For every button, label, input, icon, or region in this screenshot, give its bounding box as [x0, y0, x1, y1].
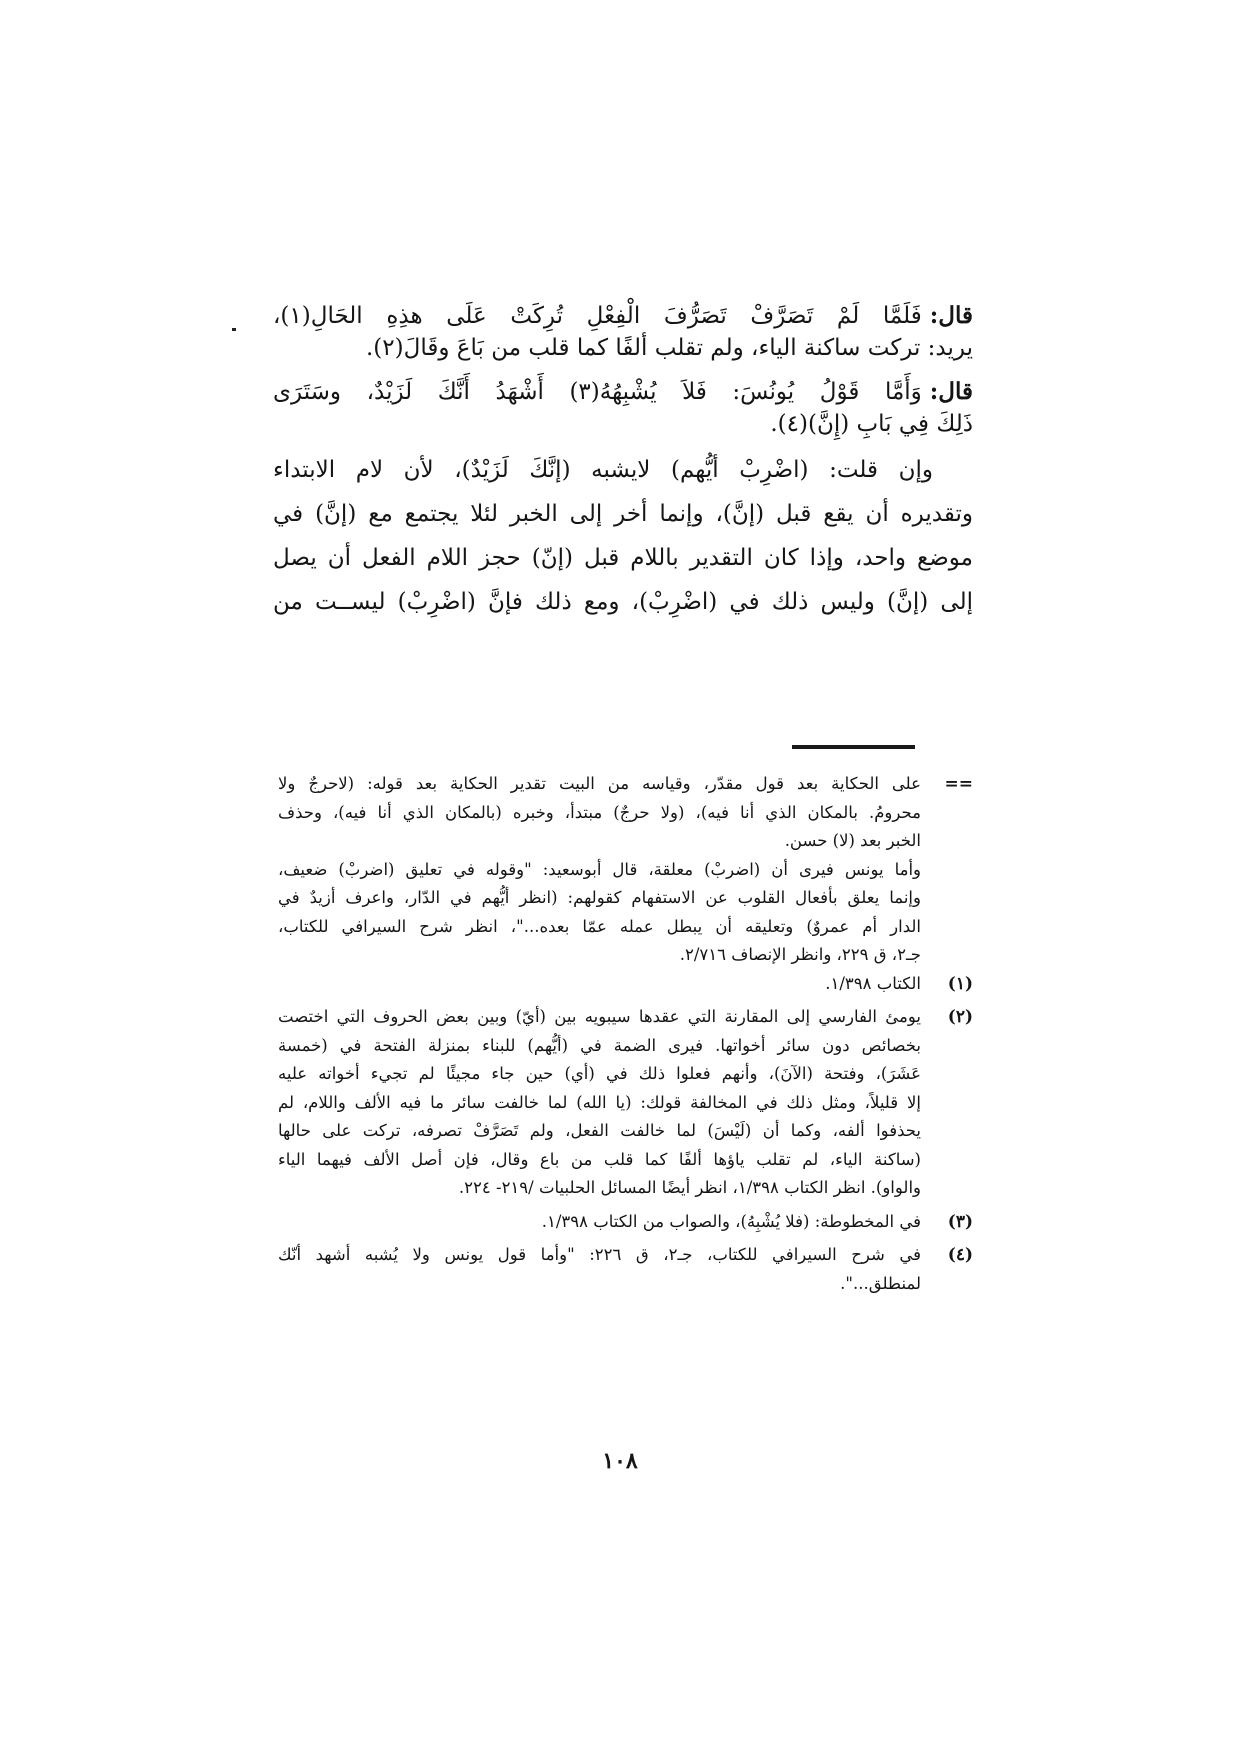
footnote-body: [278, 1208, 921, 1237]
footnote-number: (٢): [947, 1007, 973, 1027]
footnote-line: وإنما يعلق بأفعال القلوب عن الاستفهام كقولهم: (انظر أيُّهم في الدّار، واعرف أزيدٌ في: [278, 888, 921, 907]
footnote-body: [278, 1241, 921, 1298]
footnote-line: بخصائص دون سائر أخواتها. فيرى الضمة في (أيُّهم) للبناء بمنزلة الفتحة في (خمسة: [278, 1035, 921, 1055]
footnote-line: عَشَرَ)، وفتحة (الآنَ)، وأنهم فعلوا ذلك في (أي) حين جاء مجيئًا لم تجيء أخواته عليه: [278, 1064, 921, 1083]
main-line: وإن قلت: (اضْرِبْ أيُّهم) لايشبه (إنَّكَ لَزَيْدٌ)، لأن لام الابتداء: [273, 457, 933, 483]
footnote-number: (١): [947, 973, 973, 994]
main-line: إلى (إنَّ) وليس ذلك في (اضْرِبْ)، ومع ذلك فإنَّ (اضْرِبْ) ليســت من: [273, 589, 973, 615]
continuation-marker: ==: [944, 774, 973, 794]
footnote-line: الكتاب ١/٣٩٨.: [825, 973, 921, 993]
footnote-2: [278, 1003, 973, 1203]
footnotes: [278, 770, 973, 1298]
footnote-continuation: [278, 770, 973, 970]
footnote-body: [278, 970, 921, 999]
main-line: [273, 376, 973, 408]
footnote-line: الخبر بعد (لا) حسن.: [784, 831, 921, 850]
scan-speck: [232, 328, 236, 331]
main-line: موضع واحد، وإذا كان التقدير باللام قبل (إنّ) حجز اللام الفعل أن يصل: [273, 545, 973, 571]
footnote-line: الدار أم عمروٌ) وتعليقه أن يبطل عمله عمّا بعده..."، انظر شرح السيرافي للكتاب،: [278, 916, 921, 936]
page-number: ١٠٨: [602, 1448, 638, 1474]
footnote-line: يومئ الفارسي إلى المقارنة التي عقدها سيبويه بين (أيّ) وبين بعض الحروف التي اختصت: [278, 1007, 921, 1026]
main-line-text: فَلَمَّا لَمْ تَصَرَّفْ تَصَرُّفَ الْفِعْلِ تُرِكَتْ عَلَى هذِهِ الحَالِ(١)،: [273, 303, 922, 329]
footnote-3: [278, 1208, 973, 1237]
main-text: [273, 300, 973, 618]
footnote-line: لمنطلق...".: [840, 1273, 921, 1293]
footnote-line: جـ٢، ق ٢٢٩، وانظر الإنصاف ٢/٧١٦.: [679, 945, 921, 964]
footnote-line: محرومُ. بالمكان الذي أنا فيه)، (ولا حرجٌ) مبتدأ، وخبره (بالمكان الذي أنا فيه)، وحذف: [278, 802, 921, 822]
footnote-number: (٣): [947, 1211, 973, 1232]
qal-label: قال:: [929, 302, 973, 329]
main-line: [273, 300, 973, 332]
main-line: ذَلِكَ فِي بَابِ (إِنَّ)(٤).: [770, 411, 973, 437]
footnote-number: (٤): [947, 1245, 973, 1265]
footnote-line: يحذفوا ألفه، وكما أن (لَيْسَ) لما خالفت الفعل، ولم تَصَرَّفْ تصرفه، تركت على حالها: [278, 1121, 921, 1140]
footnote-line: على الحكاية بعد قول مقدّر، وقياسه من البيت تقدير الحكاية بعد قوله: (لاحرجٌ ولا: [278, 774, 921, 793]
footnote-body: [278, 770, 921, 970]
footnote-line: إلا قليلاً، ومثل ذلك في المخالفة قولك: (يا الله) لما خالفت سائر ما فيه الألف واللام، لم: [278, 1092, 921, 1112]
main-line-text: وَأَمَّا قَوْلُ يُونُسَ: فَلاَ يُشْبِهُهُ(٣) أَشْهَدُ أَنَّكَ لَزَيْدٌ، وسَتَرَى: [273, 379, 922, 405]
footnote-line: (ساكنة الياء، لم تقلب ياؤها ألفًا كما قلب من باع وقال، فإن أصل الألف فيهما الياء: [278, 1149, 921, 1169]
main-line: يريد: تركت ساكنة الياء، ولم تقلب ألفًا كما قلب من بَاعَ وقَالَ(٢).: [365, 335, 973, 361]
main-line: وتقديره أن يقع قبل (إنَّ)، وإنما أخر إلى الخبر لئلا يجتمع مع (إنَّ) في: [273, 501, 973, 527]
footnote-separator: [792, 745, 915, 749]
footnote-line: والواو). انظر الكتاب ١/٣٩٨، انظر أيضًا المسائل الحلبيات /٢١٩- ٢٢٤.: [458, 1178, 921, 1197]
qal-label: قال:: [929, 378, 973, 405]
footnote-4: [278, 1241, 973, 1298]
footnote-1: [278, 970, 973, 999]
footnote-line: وأما يونس فيرى أن (اضربْ) معلقة، قال أبوسعيد: "وقوله في تعليق (اضربْ) ضعيف،: [278, 859, 921, 879]
footnote-body: [278, 1003, 921, 1203]
footnote-line: في شرح السيرافي للكتاب، جـ٢، ق ٢٢٦: "وأما قول يونس ولا يُشبه أشهد أنّك: [278, 1245, 921, 1264]
footnote-line: في المخطوطة: (فلا يُشْبِهُ)، والصواب من الكتاب ١/٣٩٨.: [541, 1211, 921, 1231]
